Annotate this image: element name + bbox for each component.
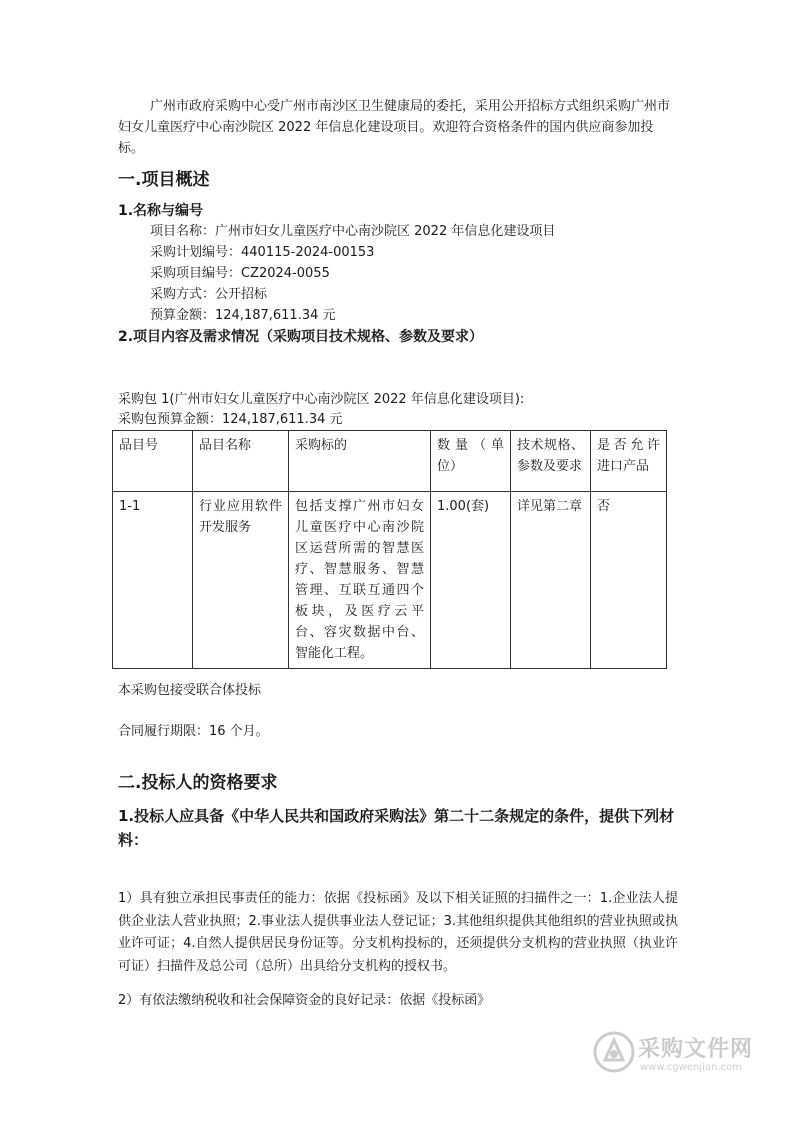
watermark-url: www.cgwenjian.com	[640, 1062, 742, 1073]
field-project-number: 采购项目编号：CZ2024-0055	[150, 266, 330, 281]
table-cell: 1-1	[113, 492, 193, 669]
table-header-cell: 品目号	[113, 431, 193, 492]
intro-paragraph: 广州市政府采购中心受广州市南沙区卫生健康局的委托，采用公开招标方式组织采购广州市妇女儿童医疗中心南沙院区 2022 年信息化建设项目。欢迎符合资格条件的国内供应商参加投标。	[118, 99, 671, 156]
table-header-row	[113, 431, 667, 492]
watermark-name: 采购文件网	[638, 1037, 754, 1062]
package-budget: 采购包预算金额：124,187,611.34 元	[118, 412, 343, 427]
contract-period: 合同履行期限：16 个月。	[118, 724, 269, 739]
items-table	[112, 430, 667, 669]
table-header-cell: 是否允许进口产品	[591, 431, 667, 492]
table-row	[113, 492, 667, 669]
watermark	[592, 1030, 762, 1078]
field-project-name: 项目名称：广州市妇女儿童医疗中心南沙院区 2022 年信息化建设项目	[150, 224, 556, 239]
section-1-sub-1: 1.名称与编号	[118, 203, 204, 219]
watermark-logo-icon	[592, 1030, 636, 1074]
section-1-title: 一.项目概述	[118, 170, 210, 190]
field-procurement-method: 采购方式：公开招标	[150, 287, 268, 302]
qualification-item-1: 1）具有独立承担民事责任的能力：依据《投标函》及以下相关证照的扫描件之一：1.企业法人提供企业法人营业执照；2.事业法人提供事业法人登记证；3.其他组织提供其他组织的营业执照或执业许可证；4.自然人提供居民身份证等。分支机构投标的，还须提供分支机构的营业执照（执业许可证）扫描件及总公司（总所）出具给分支机构的授权书。	[118, 891, 678, 974]
table-cell: 1.00(套)	[431, 492, 511, 669]
table-cell: 行业应用软件开发服务	[193, 492, 289, 669]
table-cell: 否	[591, 492, 667, 669]
section-2-sub-1: 1.投标人应具备《中华人民共和国政府采购法》第二十二条规定的条件，提供下列材料：	[118, 807, 675, 849]
field-plan-number: 采购计划编号：440115-2024-00153	[150, 245, 375, 260]
package-title: 采购包 1(广州市妇女儿童医疗中心南沙院区 2022 年信息化建设项目):	[118, 392, 525, 407]
qualification-item-2: 2）有依法缴纳税收和社会保障资金的良好记录：依据《投标函》	[118, 993, 491, 1008]
table-header-cell: 品目名称	[193, 431, 289, 492]
section-2-title: 二.投标人的资格要求	[118, 773, 278, 793]
table-cell: 包括支撑广州市妇女儿童医疗中心南沙院区运营所需的智慧医疗、智慧服务、智慧管理、互联互通四个板块，及医疗云平台、容灾数据中台、智能化工程。	[289, 492, 431, 669]
table-header-cell: 技术规格、参数及要求	[511, 431, 591, 492]
field-budget: 预算金额：124,187,611.34 元	[150, 308, 336, 323]
table-header-cell: 数量（单位）	[431, 431, 511, 492]
table-header-cell: 采购标的	[289, 431, 431, 492]
section-1-sub-2: 2.项目内容及需求情况（采购项目技术规格、参数及要求）	[118, 329, 484, 345]
consortium-note: 本采购包接受联合体投标	[118, 683, 262, 698]
table-cell: 详见第二章	[511, 492, 591, 669]
